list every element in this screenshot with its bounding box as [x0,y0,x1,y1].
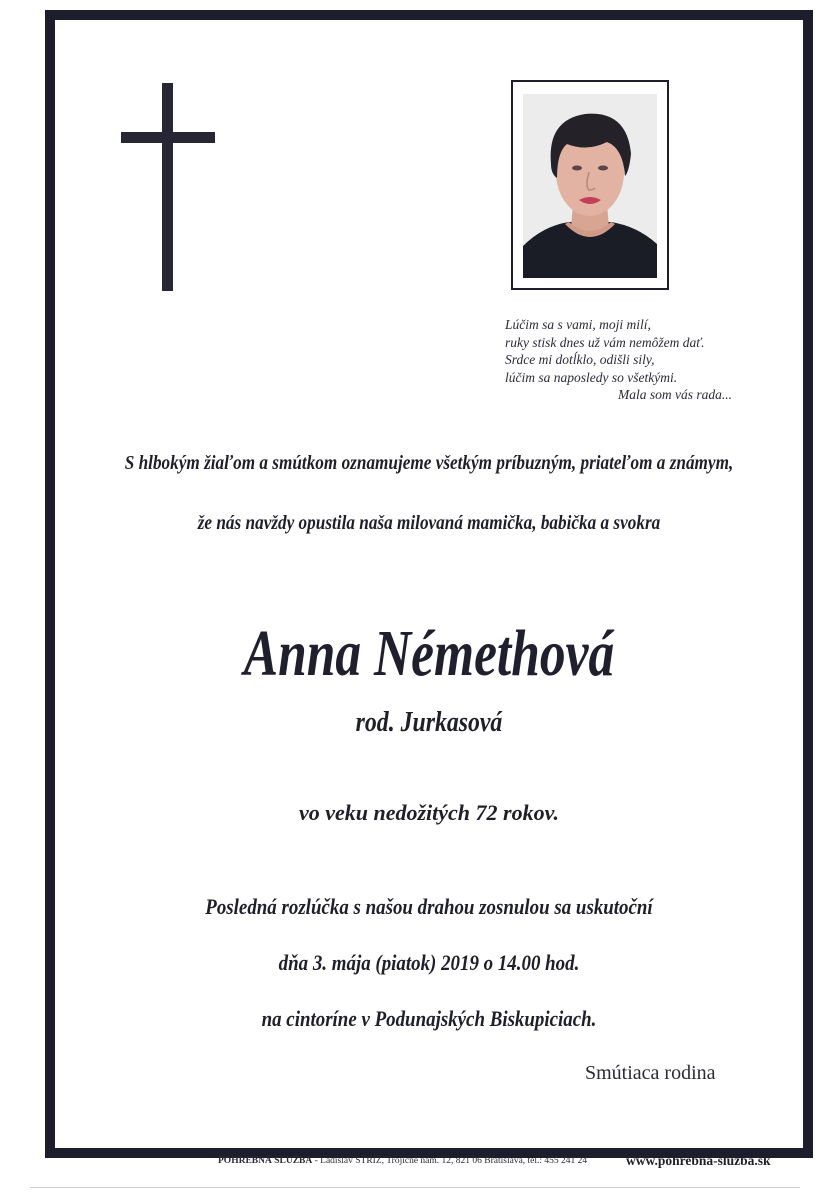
company-info [218,1156,587,1166]
company-name: POHREBNÁ SLUŽBA [218,1156,313,1166]
funeral-date: dňa 3. mája (piatok) 2019 o 14.00 hod. [278,950,580,975]
portrait-photo [523,94,657,278]
age-text: vo veku nedožitých 72 rokov. [298,800,560,825]
poem-closing: Mala som vás rada... [618,387,732,402]
announcement-line-2: že nás navždy opustila naša milovaná mamička, babička a svokra [197,512,661,534]
signature: Smútiaca rodina [585,1062,716,1084]
farewell-poem [505,316,775,404]
divider [30,1187,800,1188]
company-details: - Ladislav STRÍŽ, Trojičné nám. 12, 821 06 Bratislava, tel.: 455 241 24 [312,1156,588,1166]
website-link[interactable]: www.pohrebna-sluzba.sk [626,1153,771,1168]
poem-line: Lúčim sa s vami, moji milí, [505,317,651,332]
poem-line: ruky stisk dnes už vám nemôžem dať. [505,334,705,350]
obituary-frame [45,10,813,1158]
deceased-name: Anna Némethová [243,617,615,690]
portrait-frame [511,80,669,290]
funeral-place: na cintoríne v Podunajských Biskupiciach. [261,1006,597,1031]
cross-icon [121,83,215,291]
poem-line: Srdce mi dotĺklo, odišli sily, [505,352,655,367]
footer [0,1153,822,1173]
maiden-name: rod. Jurkasová [355,706,503,738]
announcement-line-1: S hlbokým žiaľom a smútkom oznamujeme všetkým príbuzným, priateľom a známym, [124,452,734,474]
poem-line: lúčim sa naposledy so všetkými. [505,369,678,385]
funeral-line-1: Posledná rozlúčka s našou drahou zosnulou sa uskutoční [205,894,653,919]
